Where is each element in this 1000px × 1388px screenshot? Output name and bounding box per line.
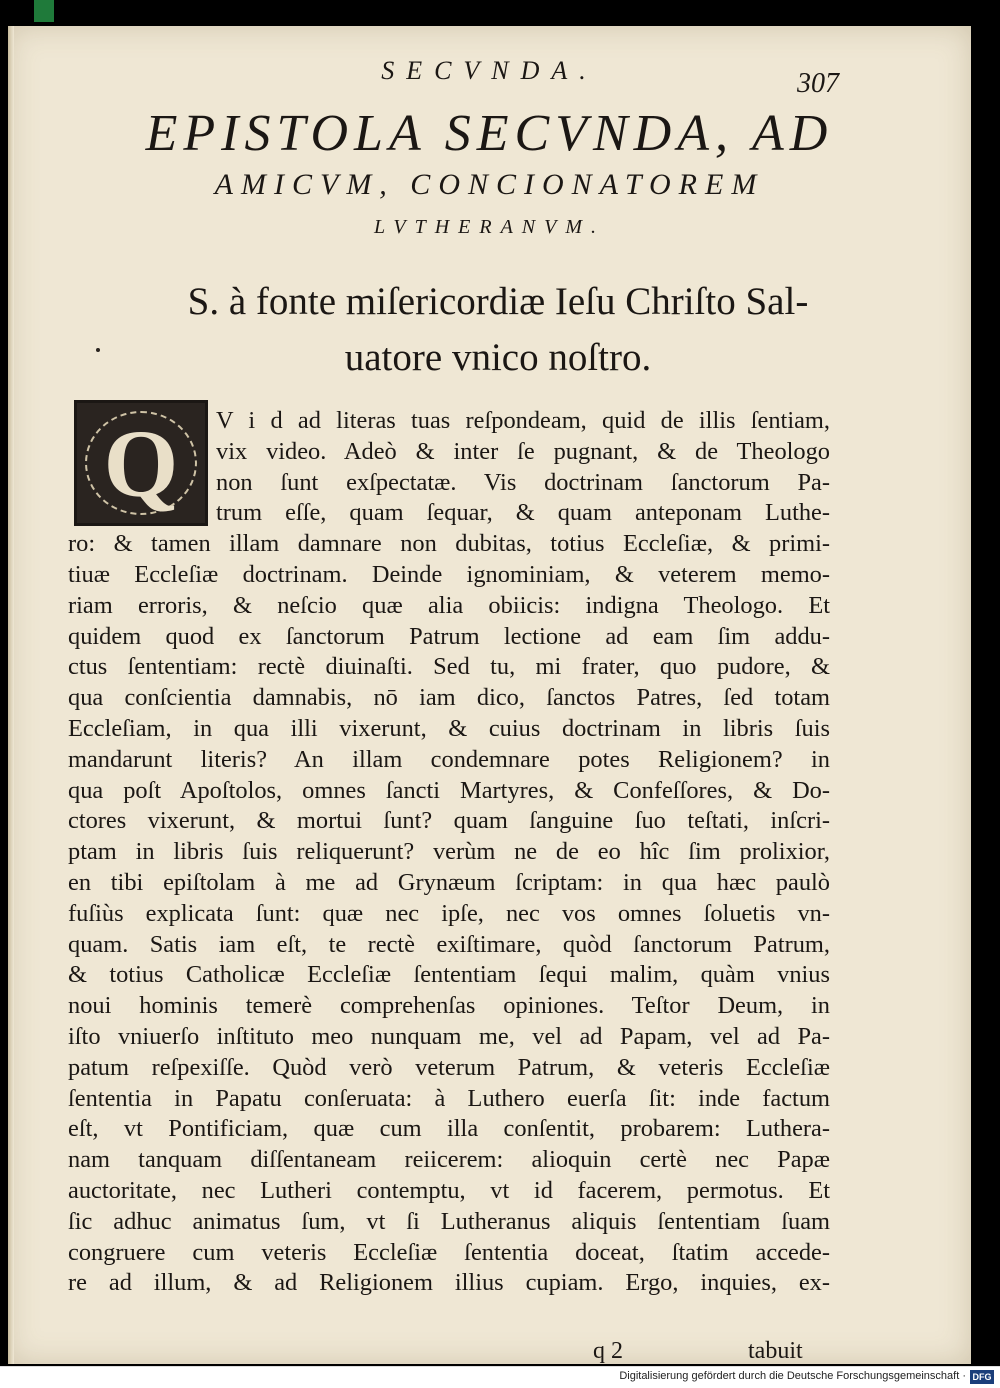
body-line: ro: & tamen illam damnare non dubitas, totius Eccleſiæ, & primi- [68,530,830,558]
salutation-line-1: S. à fonte miſericordiæ Ieſu Chriſto Sal- [187,280,809,323]
body-line: en tibi epiſtolam à me ad Grynæum ſcriptam: in qua hæc paulò [68,868,830,896]
body-line: fuſiùs explicata ſunt: quæ nec ipſe, nec vos omnes ſoluetis vn- [68,899,830,927]
body-line: & totius Catholicæ Eccleſiæ ſententiam ſequi malim, quàm vnius [68,961,830,989]
body-line: nam tanquam diſſentaneam reiicerem: alioquin certè nec Papæ [68,1146,830,1174]
body-line: trum eſſe, quam ſequar, & quam anteponam Luthe- [216,499,830,527]
ink-dot [96,348,100,352]
body-line: vix video. Adeò & inter ſe pugnant, & de Theologo [216,437,830,465]
body-line: noui hominis temerè comprehenſas opiniones. Teſtor Deum, in [68,992,830,1020]
page-edge [8,26,14,1364]
bookmark-tab [34,0,54,22]
letter-body [68,406,830,1299]
book-page [8,26,971,1364]
body-line: qua poſt Apoſtolos, omnes ſancti Martyres, & Confeſſores, & Do- [68,776,830,804]
running-head: SECVNDA. [381,56,598,85]
body-line: ptam in libris ſuis reliquerunt? verùm ne de eo hîc ſim prolixior, [68,838,830,866]
body-line: ctus ſententiam: rectè diuinaſti. Sed tu, mi frater, quo pudore, & [68,653,830,681]
body-line: mandarunt literis? An illam condemnare potes Religionem? in [68,745,830,773]
body-line: non ſunt exſpectatæ. Vis doctrinam ſanctorum Pa- [216,468,830,496]
body-line: quidem quod ex ſanctorum Patrum lectione ad eam ſim addu- [68,622,830,650]
body-line: riam erroris, & neſcio quæ alia obiicis: indigna Theologo. Et [68,591,830,619]
body-line: qua conſcientia damnabis, nō iam dico, ſanctos Patres, ſed totam [68,684,830,712]
body-line: ſententia in Papatu conſeruata: à Luthero euerſa ſit: inde factum [68,1084,830,1112]
page-number: 307 [797,68,839,99]
body-line: patum reſpexiſſe. Quòd verò veterum Patrum, & veteris Eccleſiæ [68,1053,830,1081]
body-line: auctoritate, nec Lutheri contemptu, vt id facerem, permotus. Et [68,1176,830,1204]
initial-letter: Q [103,409,179,517]
body-line: congruere cum veteris Eccleſiæ ſententia doceat, ſtatim accede- [68,1238,830,1266]
salutation-line-2: uatore vnico noſtro. [344,336,652,379]
funding-credit: Digitalisierung gefördert durch die Deutsche Forschungsgemeinschaft · [619,1370,966,1382]
body-line: eſt, vt Pontificiam, quæ cum illa conſentit, probarem: Luthera- [68,1115,830,1143]
body-line: iſto vniuerſo inſtituto meo nunquam me, vel ad Papam, vel ad Pa- [68,1022,830,1050]
title-line-1: EPISTOLA SECVNDA, AD [145,105,834,162]
body-line: V i d ad literas tuas reſpondeam, quid de illis ſentiam, [216,407,830,434]
catchword: tabuit [748,1338,803,1364]
signature-mark: q 2 [593,1338,623,1364]
dfg-logo-icon[interactable]: DFG [970,1370,994,1384]
body-line: quam. Satis iam eſt, te rectè exiſtimare, quòd ſanctorum Patrum, [68,930,830,958]
salutation [68,274,928,386]
body-line: Eccleſiam, in qua illi vixerunt, & cuius doctrinam in libris ſuis [68,714,830,742]
body-line: tiuæ Eccleſiæ doctrinam. Deinde ignominiam, & veterem memo- [68,560,830,588]
body-line: ctores vixerunt, & mortui ſunt? quam ſanguine ſuo teſtati, inſcri- [68,807,830,835]
title-line-2: AMICVM, CONCIONATOREM [214,168,765,201]
viewer-footer [0,1366,1000,1388]
title-line-3: LVTHERANVM. [373,216,606,238]
body-line: ſic adhuc animatus ſum, vt ſi Lutheranus aliquis ſententiam ſuam [68,1207,830,1235]
body-line: re ad illum, & ad Religionem illius cupiam. Ergo, inquies, ex- [68,1269,830,1297]
